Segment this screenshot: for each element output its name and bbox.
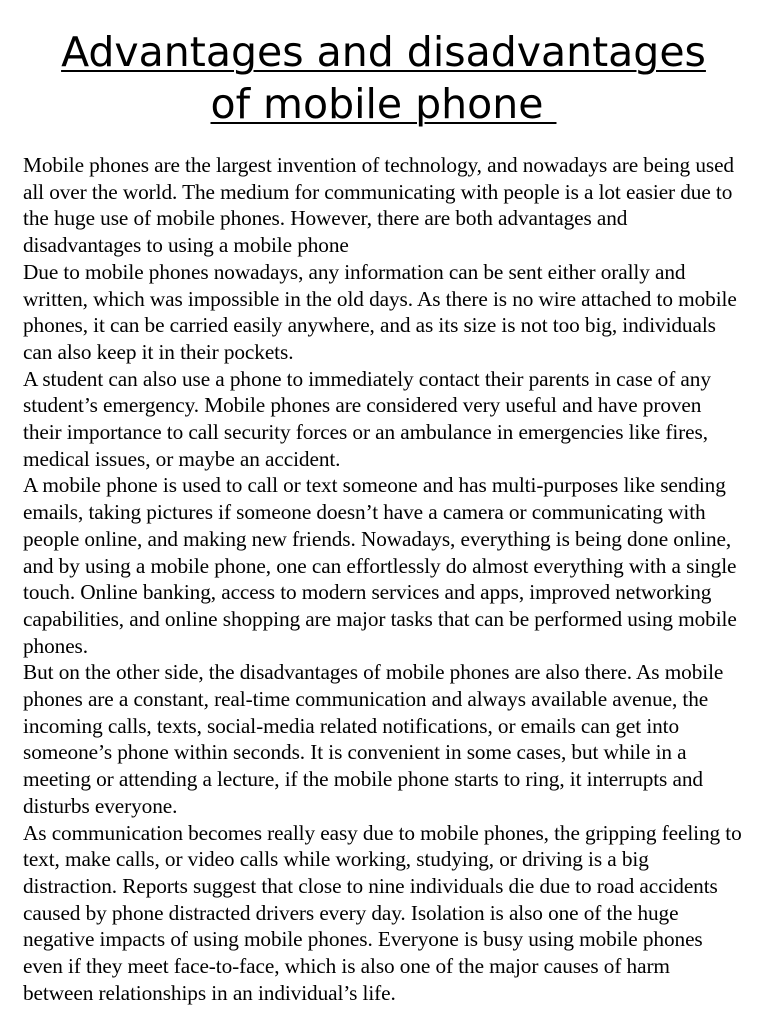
document-title-line-1: Advantages and disadvantages xyxy=(61,28,706,76)
paragraph-distraction: As communication becomes really easy due to mobile phones, the gripping feeling to text, make calls, or video calls while working, studying, or driving is a big distraction. Reports suggest that close to nine individuals die due to road accidents caused by phone distracted drivers every day. Isolation is also one of the huge negative impacts of using mobile phones. Everyone is busy using mobile phones even if they meet face-to-face, which is also one of the major causes of harm between relationships in an individual’s life. xyxy=(23,820,742,1005)
paragraph-multipurpose: A mobile phone is used to call or text someone and has multi-purposes like sending emails, taking pictures if someone doesn’t have a camera or communicating with people online, and making new friends. Nowadays, everything is being done online, and by using a mobile phone, one can effortlessly do almost everything with a single touch. Online banking, access to modern services and apps, improved networking capabilities, and online shopping are major tasks that can be performed using mobile phones. xyxy=(23,473,737,658)
paragraph-disadvantages: But on the other side, the disadvantages of mobile phones are also there. As mobile phones are a constant, real-time communication and always available avenue, the incoming calls, texts, social-media related notifications, or emails can get into someone’s phone within seconds. It is convenient in some cases, but while in a meeting or attending a lecture, if the mobile phone starts to ring, it interrupts and disturbs everyone. xyxy=(23,660,724,818)
paragraph-emergency: A student can also use a phone to immediately contact their parents in case of any student’s emergency. Mobile phones are considered very useful and have proven their importance to call security forces or an ambulance in emergencies like fires, medical issues, or maybe an accident. xyxy=(23,366,711,471)
paragraph-intro: Mobile phones are the largest invention of technology, and nowadays are being used all over the world. The medium for communicating with people is a lot easier due to the huge use of mobile phones. However, there are both advantages and disadvantages to using a mobile phone xyxy=(23,153,734,258)
document-title-line-2: of mobile phone xyxy=(210,80,557,128)
document-title xyxy=(23,26,744,130)
document-body xyxy=(23,152,744,1007)
paragraph-communication: Due to mobile phones nowadays, any information can be sent either orally and written, which was impossible in the old days. As there is no wire attached to mobile phones, it can be carried easily anywhere, and as its size is not too big, individuals can also keep it in their pockets. xyxy=(23,259,737,364)
